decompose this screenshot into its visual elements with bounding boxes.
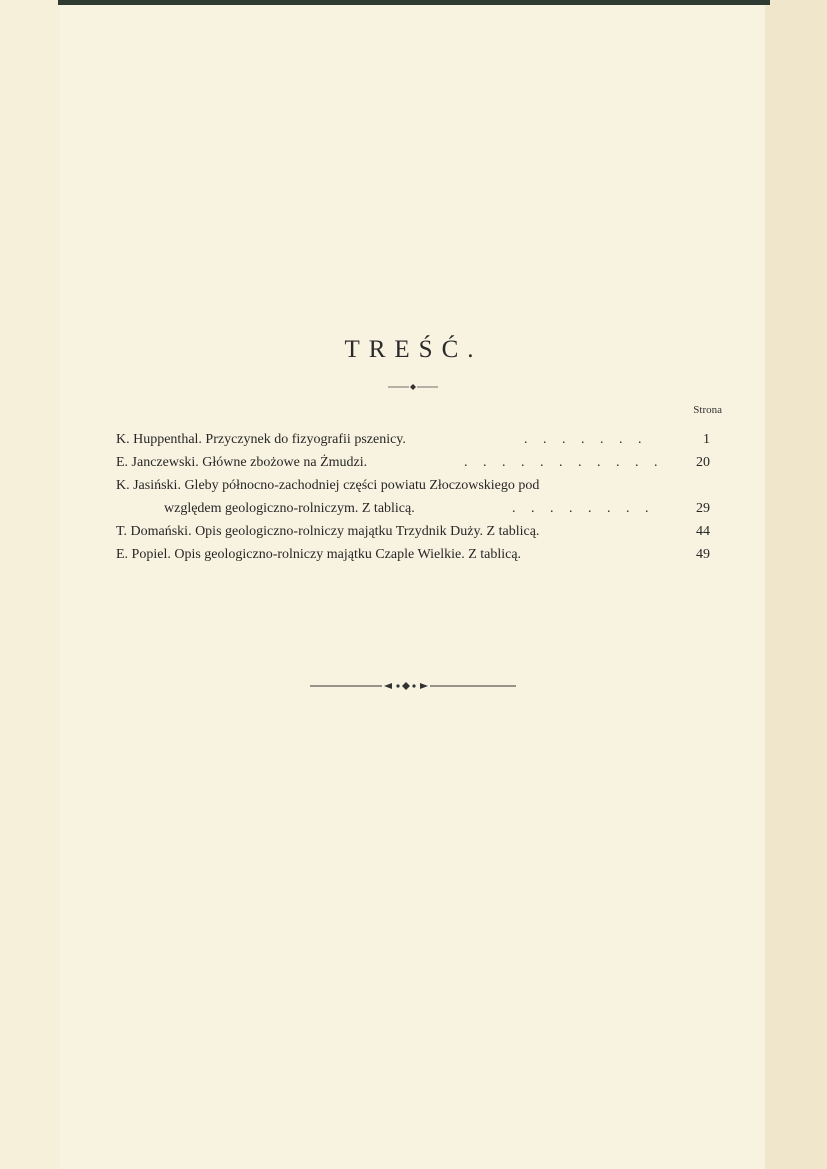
page-right-margin: [764, 0, 827, 1169]
toc-entry: [116, 543, 710, 566]
title-divider-ornament: [388, 383, 438, 391]
table-of-contents: [116, 428, 710, 566]
toc-entry-title: E. Janczewski. Główne zbożowe na Żmudzi.: [116, 455, 368, 470]
toc-page-number: 44: [696, 524, 710, 539]
toc-leader-dots: . . . . . . .: [524, 432, 648, 447]
page-title: TREŚĆ.: [344, 336, 483, 363]
toc-entry-title: E. Popiel. Opis geologiczno-rolniczy majątku Czaple Wielkie. Z tablicą.: [116, 547, 522, 562]
page-column-header: Strona: [693, 404, 722, 416]
paper-sheet: [60, 4, 765, 1169]
toc-entry-title: K. Jasiński. Gleby północno-zachodniej części powiatu Złoczowskiego pod: [116, 478, 540, 493]
toc-entry: [116, 474, 710, 497]
toc-entry: [116, 428, 710, 451]
toc-entry-title: K. Huppenthal. Przyczynek do fizyografii pszenicy.: [116, 432, 406, 447]
toc-page-number: 29: [696, 501, 710, 516]
toc-entry: [116, 520, 710, 543]
toc-entry: [116, 451, 710, 474]
end-ornament: [310, 680, 516, 692]
book-cover-edge: [58, 0, 770, 5]
page-left-margin: [0, 0, 60, 1169]
toc-page-number: 49: [696, 547, 710, 562]
toc-page-number: 1: [703, 432, 710, 447]
toc-leader-dots: . . . . . . . .: [512, 501, 655, 516]
toc-page-number: 20: [696, 455, 710, 470]
toc-entry-title: względem geologiczno-rolniczym. Z tablicą.: [164, 501, 415, 516]
toc-leader-dots: . . . . . . . . . . .: [464, 455, 664, 470]
toc-entry-continuation: [116, 497, 710, 520]
toc-entry-title: T. Domański. Opis geologiczno-rolniczy majątku Trzydnik Duży. Z tablicą.: [116, 524, 540, 539]
